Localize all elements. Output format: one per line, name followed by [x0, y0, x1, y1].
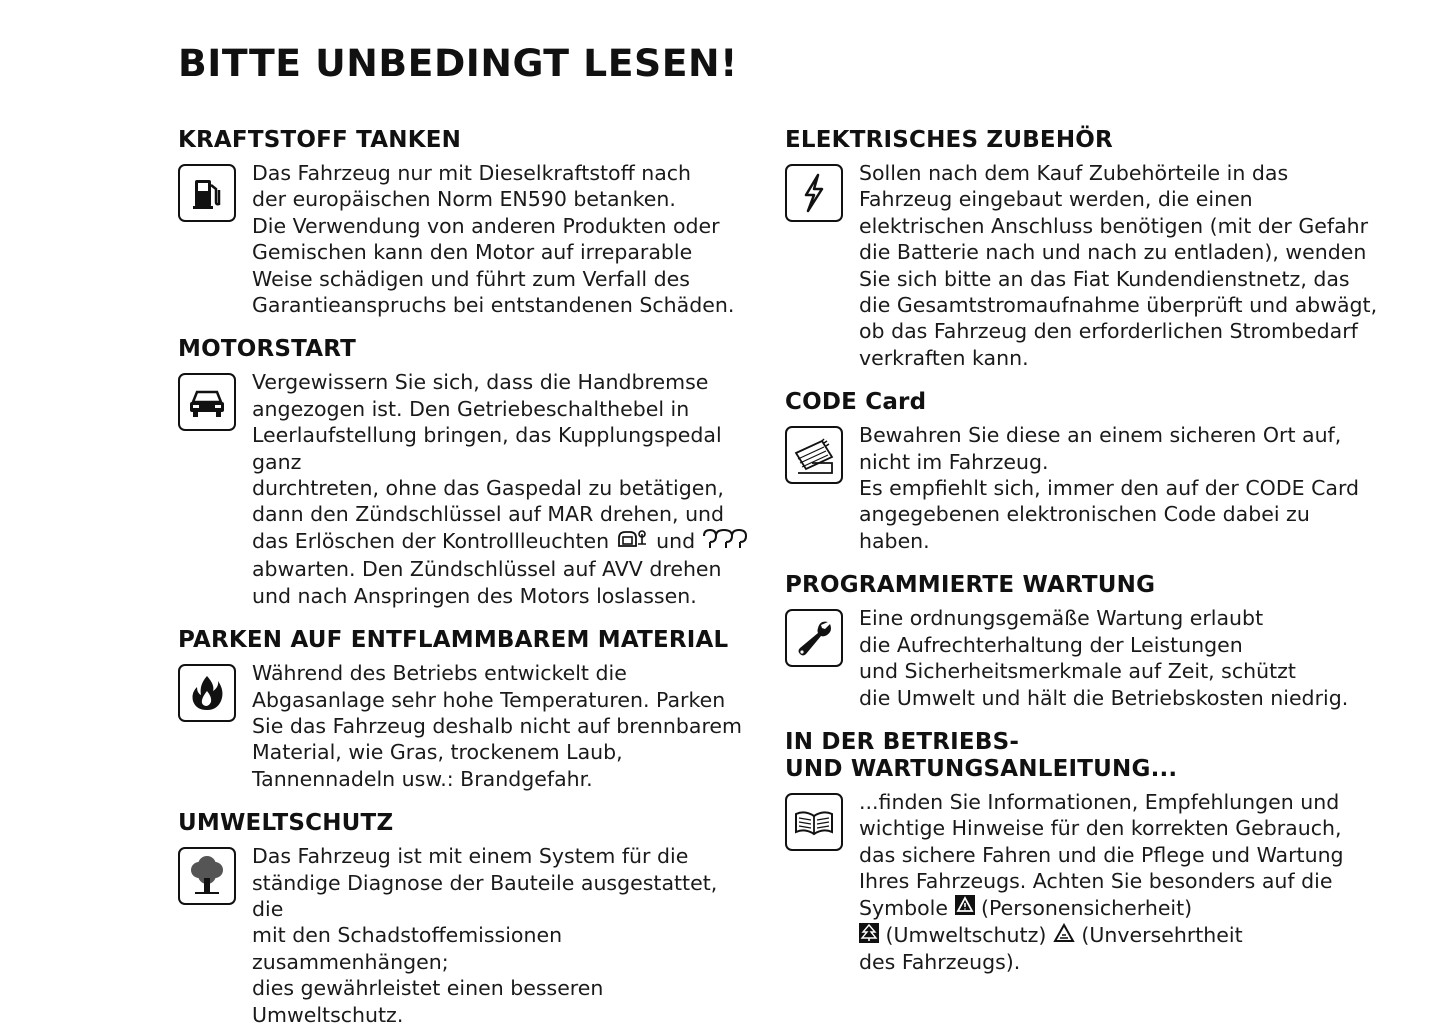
- right-column: [785, 127, 1385, 975]
- preheat-warning-light-icon: [616, 528, 650, 556]
- section-code-card: [785, 389, 1385, 554]
- text-part: Vergewissern Sie sich, dass die Handbremse angezogen ist. Den Getriebeschalthebel in Leerlaufstellung bringen, das Kupplungspedal ganz durchtreten, ohne das Gaspedal zu betätigen, dann den Zündschlüssel auf MAR drehen, und das Erlöschen der Kontrollleuchten: [252, 370, 725, 554]
- section-betriebsanleitung: [785, 729, 1385, 975]
- code-card-icon: [785, 426, 843, 484]
- section-text: [859, 789, 1344, 975]
- text-part: und: [649, 529, 702, 554]
- warning-triangle-filled-icon: [955, 895, 975, 921]
- text-part: abwarten. Den Zündschlüssel auf AVV drehen und nach Anspringen des Motors loslassen.: [252, 557, 722, 608]
- section-motorstart: [178, 336, 753, 609]
- tree-icon: [178, 847, 236, 905]
- section-kraftstoff-tanken: [178, 127, 753, 318]
- section-parken: [178, 627, 753, 792]
- car-icon: [178, 373, 236, 431]
- environment-tree-icon: [859, 923, 879, 949]
- warning-triangle-outline-icon: [1053, 923, 1075, 949]
- section-heading: ELEKTRISCHES ZUBEHÖR: [785, 127, 1113, 153]
- section-text: Während des Betriebs entwickelt die Abgasanlage sehr hohe Temperaturen. Parken Sie das Fahrzeug deshalb nicht auf brennbarem Material, wie Gras, trockenem Laub, Tannennadeln usw.: Brandgefahr.: [252, 661, 742, 791]
- section-heading: CODE Card: [785, 389, 927, 416]
- section-heading: PARKEN AUF ENTFLAMMBAREM MATERIAL: [178, 627, 729, 654]
- text-part: ...finden Sie Informationen, Empfehlungen und wichtige Hinweise für den korrekten Gebrauch, das sichere Fahren und die Pflege und Wartung Ihres Fahrzeugs. Achten Sie besonders auf die Symbole: [859, 789, 1344, 920]
- section-text: Bewahren Sie diese an einem sicheren Ort auf, nicht im Fahrzeug. Es empfiehlt sich, immer den auf der CODE Card angegebenen elektronischen Code dabei zu haben.: [859, 423, 1360, 553]
- wrench-icon: [785, 609, 843, 667]
- section-heading: PROGRAMMIERTE WARTUNG: [785, 572, 1156, 599]
- section-programmierte-wartung: [785, 572, 1385, 711]
- section-heading: UMWELTSCHUTZ: [178, 810, 394, 837]
- section-heading: MOTORSTART: [178, 336, 357, 363]
- section-text: [252, 369, 753, 609]
- section-heading: IN DER BETRIEBS- UND WARTUNGSANLEITUNG...: [785, 728, 1178, 782]
- text-part: (Unversehrtheit des Fahrzeugs).: [859, 922, 1243, 974]
- flame-icon: [178, 664, 236, 722]
- text-part: (Umweltschutz): [879, 922, 1053, 947]
- section-text: Sollen nach dem Kauf Zubehörteile in das Fahrzeug eingebaut werden, die einen elektrischen Anschluss benötigen (mit der Gefahr die Batterie nach und nach zu entladen), wenden Sie sich bitte an das Fiat Kundendienstnetz, das die Gesamtstromaufnahme überprüft und abwägt, ob das Fahrzeug den erforderlichen Strombedarf verkraften kann.: [859, 161, 1378, 370]
- section-umweltschutz: [178, 810, 753, 1028]
- glow-plug-icon: [702, 528, 748, 556]
- text-part: (Personensicherheit): [981, 895, 1193, 920]
- open-book-icon: [785, 793, 843, 851]
- section-elektrisches-zubehoer: [785, 127, 1385, 371]
- page-title: BITTE UNBEDINGT LESEN!: [178, 42, 738, 85]
- section-text: Das Fahrzeug nur mit Dieselkraftstoff nach der europäischen Norm EN590 betanken. Die Verwendung von anderen Produkten oder Gemischen kann den Motor auf irreparable Weise schädigen und führt zum Verfall des Garantieanspruchs bei entstandenen Schäden.: [252, 161, 735, 318]
- left-column: [178, 127, 753, 1028]
- fuel-pump-icon: [178, 164, 236, 222]
- section-text: Eine ordnungsgemäße Wartung erlaubt die Aufrechterhaltung der Leistungen und Sicherheitsmerkmale auf Zeit, schützt die Umwelt und hält die Betriebskosten niedrig.: [859, 606, 1349, 710]
- section-text: Das Fahrzeug ist mit einem System für die ständige Diagnose der Bauteile ausgestattet, die mit den Schadstoffemissionen zusammenhängen; dies gewährleistet einen besseren Umweltschutz.: [252, 844, 718, 1027]
- lightning-icon: [785, 164, 843, 222]
- section-heading: KRAFTSTOFF TANKEN: [178, 127, 462, 153]
